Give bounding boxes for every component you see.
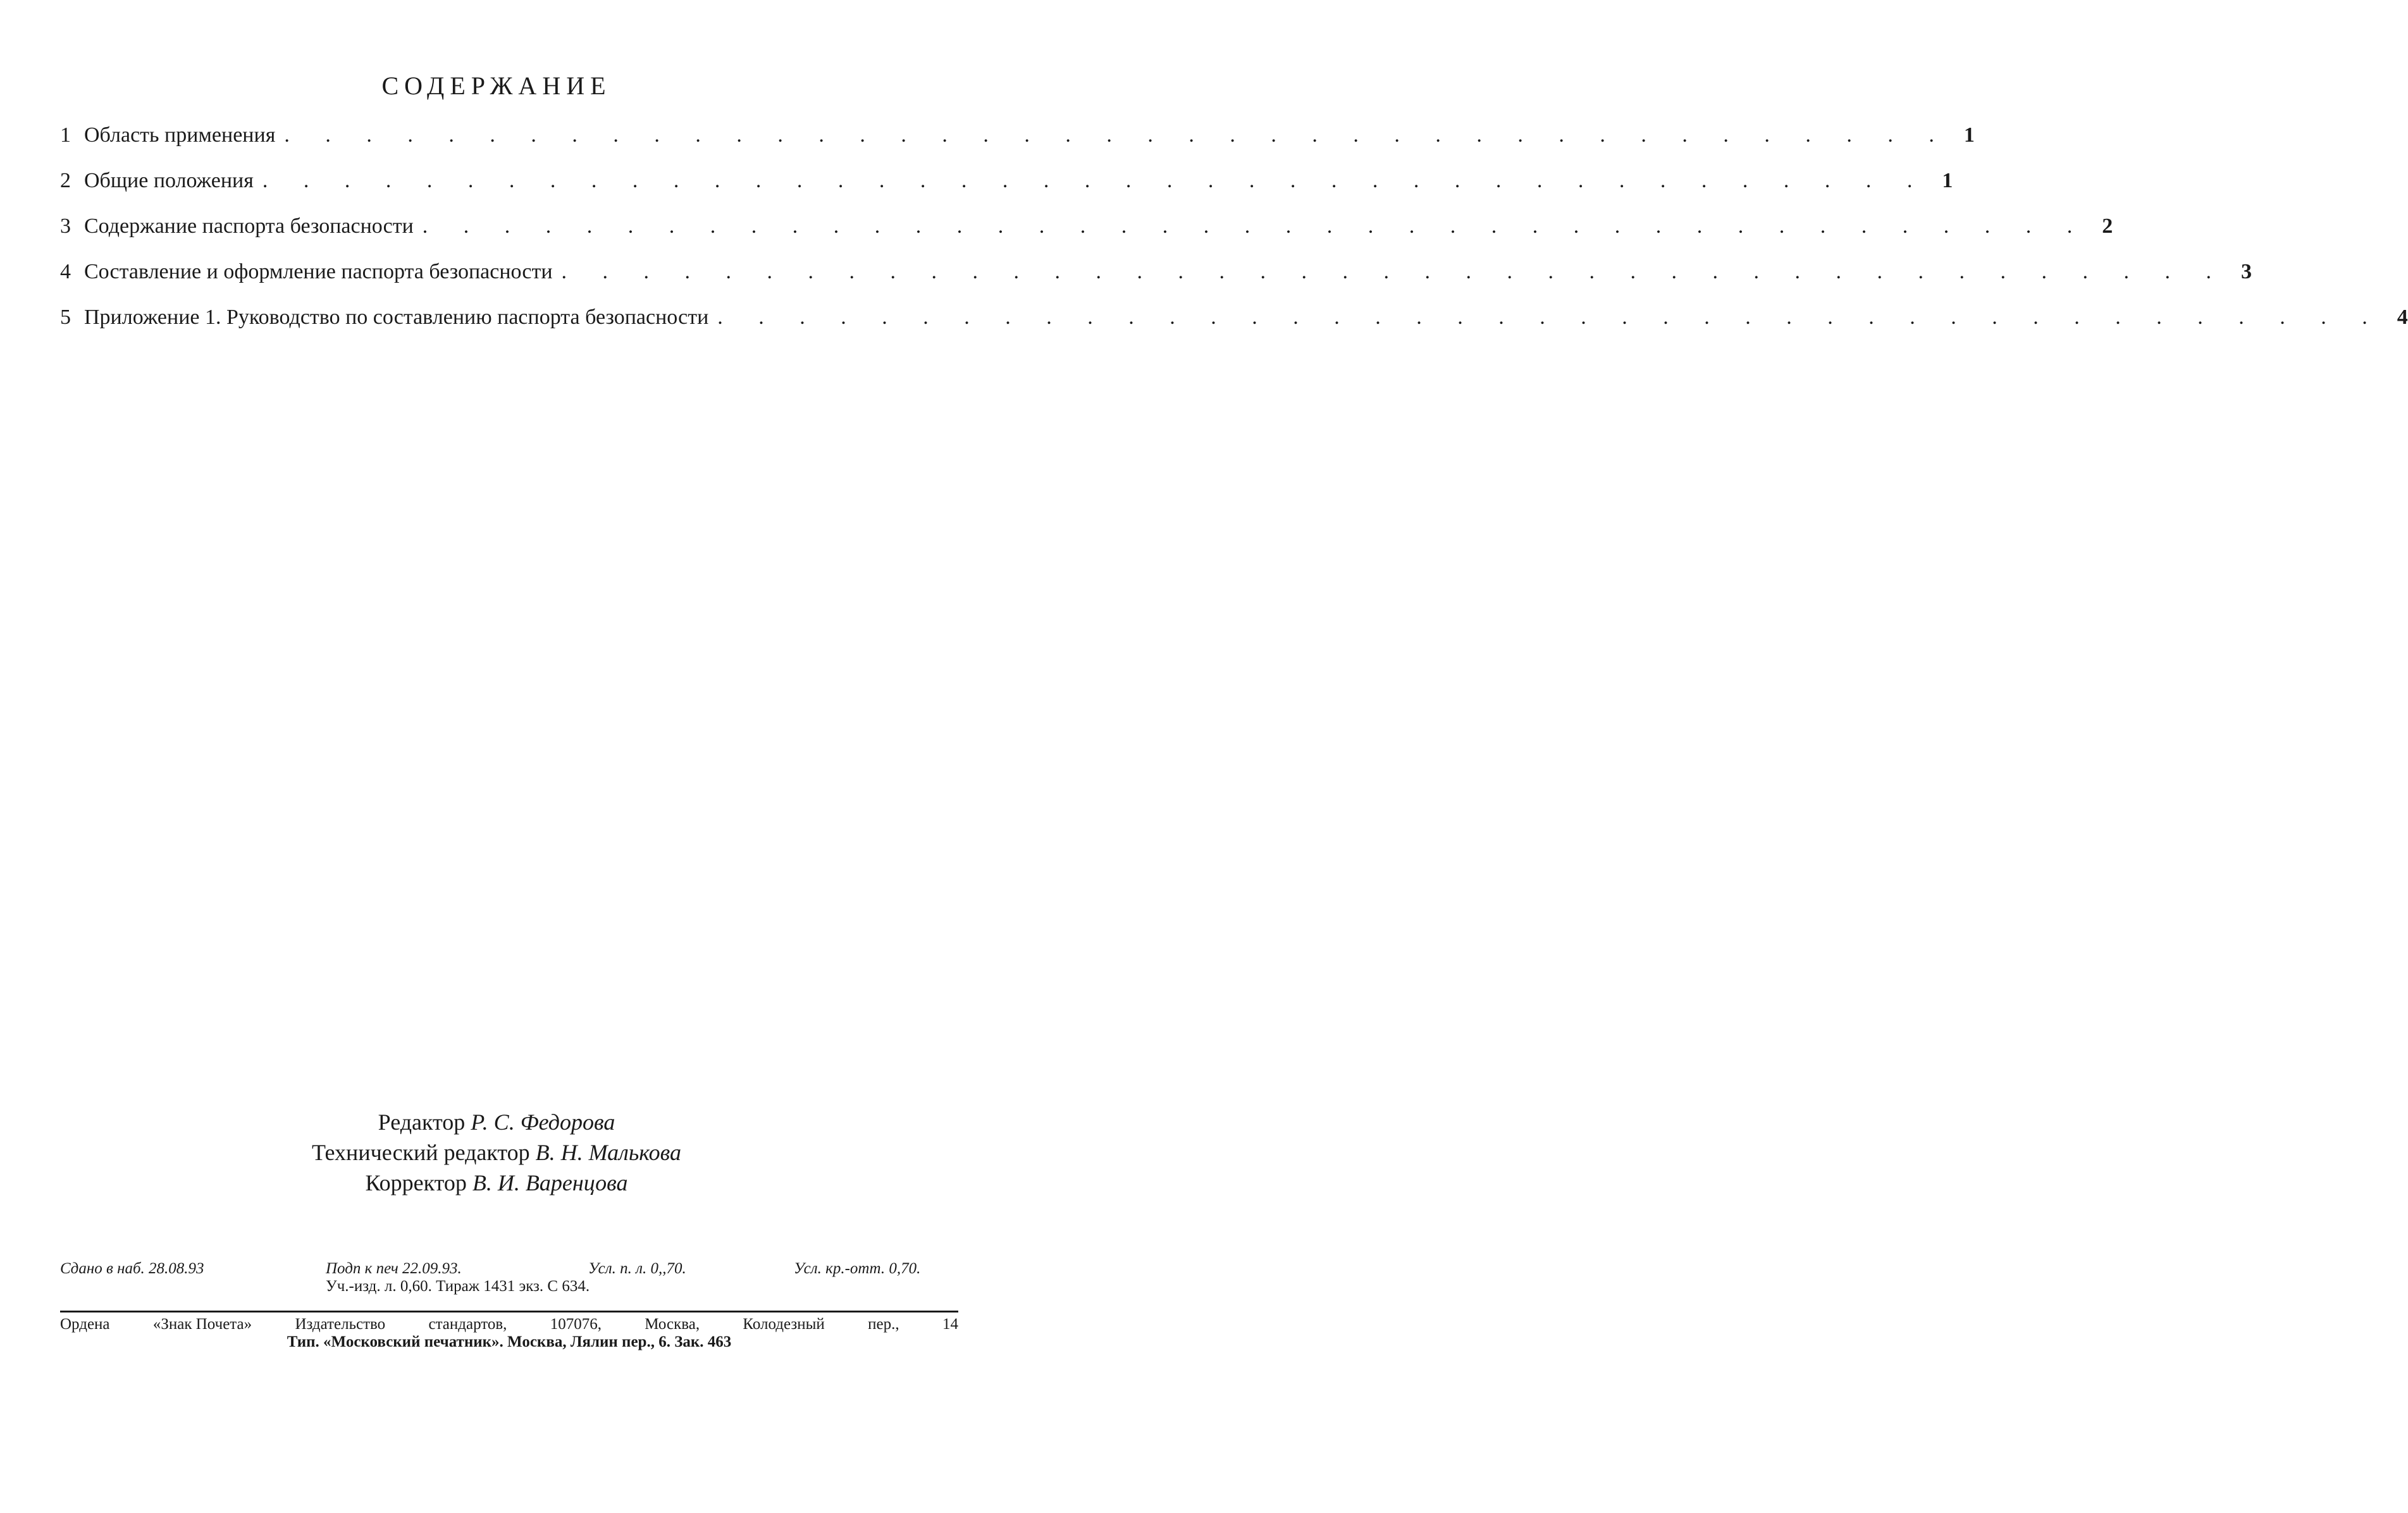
toc-entry	[60, 295, 2408, 340]
footer-word: Москва,	[645, 1316, 700, 1333]
credit-name: В. И. Варенцова	[472, 1170, 628, 1195]
toc-entry-number: 5	[60, 306, 71, 329]
footer-word: «Знак Почета»	[152, 1316, 252, 1333]
footer-word: стандартов,	[428, 1316, 507, 1333]
credit-corrector	[0, 1168, 993, 1198]
toc-leader-dots: . . . . . . . . . . . . . . . . . . . . . . . . . . . . . . . . . . . . . . . . .	[561, 260, 2227, 283]
toc-entry-page: 2	[2102, 214, 2113, 238]
toc-entry-number: 1	[60, 123, 71, 147]
imprint-sheets: Усл. п. л. 0,,70.	[588, 1260, 686, 1277]
credit-editor	[0, 1107, 993, 1137]
toc-entry-page: 1	[1963, 123, 1975, 147]
credit-role: Технический редактор	[311, 1140, 530, 1165]
credit-role: Корректор	[365, 1170, 467, 1195]
credit-role: Редактор	[378, 1109, 466, 1135]
footer-word: 107076,	[550, 1316, 602, 1333]
credit-name: В. Н. Малькова	[535, 1140, 682, 1165]
imprint-signed: Подп к печ 22.09.93.	[326, 1260, 462, 1277]
toc-leader-dots: . . . . . . . . . . . . . . . . . . . . . . . . . . . . . . . . . . . . . . . . .	[262, 169, 1928, 192]
imprint-divider	[60, 1311, 958, 1312]
imprint-block	[60, 1260, 958, 1295]
footer-line-1	[60, 1316, 958, 1333]
toc-title: СОДЕРЖАНИЕ	[381, 71, 612, 100]
table-of-contents	[60, 113, 2408, 340]
imprint-row-1	[60, 1260, 958, 1278]
imprint-row-2	[60, 1278, 958, 1295]
toc-entry-page: 1	[1942, 169, 1953, 192]
footer-word: 14	[942, 1316, 958, 1333]
toc-entry	[60, 158, 1953, 204]
imprint-color-proofs: Усл. кр.-отт. 0,70.	[794, 1260, 921, 1277]
footer-word: Издательство	[295, 1316, 386, 1333]
toc-entry-number: 4	[60, 260, 71, 283]
toc-leader-dots: . . . . . . . . . . . . . . . . . . . . . . . . . . . . . . . . . . . . . . . . .	[284, 123, 1949, 147]
imprint-submitted: Сдано в наб. 28.08.93	[60, 1260, 204, 1277]
toc-entry-title: Составление и оформление паспорта безопасности	[84, 260, 553, 283]
toc-entry-number: 2	[60, 169, 71, 192]
credit-name: Р. С. Федорова	[471, 1109, 615, 1135]
credits-block	[0, 1107, 993, 1198]
footer-line-2: Тип. «Московский печатник». Москва, Лялин пер., 6. Зак. 463	[287, 1333, 732, 1350]
toc-entry-page: 3	[2241, 260, 2252, 283]
toc-leader-dots: . . . . . . . . . . . . . . . . . . . . . . . . . . . . . . . . . . . . . . . . .	[422, 214, 2088, 238]
toc-entry-number: 3	[60, 214, 71, 238]
toc-entry-title: Общие положения	[84, 169, 254, 192]
footer-word: Ордена	[60, 1316, 110, 1333]
imprint-edition-info: Уч.-изд. л. 0,60. Тираж 1431 экз. С 634.	[326, 1278, 590, 1295]
toc-entry-page: 4	[2397, 306, 2408, 329]
toc-leader-dots: . . . . . . . . . . . . . . . . . . . . . . . . . . . . . . . . . . . . . . . . .	[717, 306, 2383, 329]
footer-word: пер.,	[868, 1316, 899, 1333]
toc-entry-title: Область применения	[84, 123, 276, 147]
toc-entry-title: Содержание паспорта безопасности	[84, 214, 414, 238]
toc-entry	[60, 204, 2113, 249]
toc-entry-title: Приложение 1. Руководство по составлению паспорта безопасности	[84, 306, 709, 329]
toc-entry	[60, 249, 2252, 295]
publisher-footer	[60, 1316, 958, 1351]
credit-tech-editor	[0, 1137, 993, 1168]
toc-entry	[60, 113, 1975, 158]
footer-word: Колодезный	[743, 1316, 825, 1333]
